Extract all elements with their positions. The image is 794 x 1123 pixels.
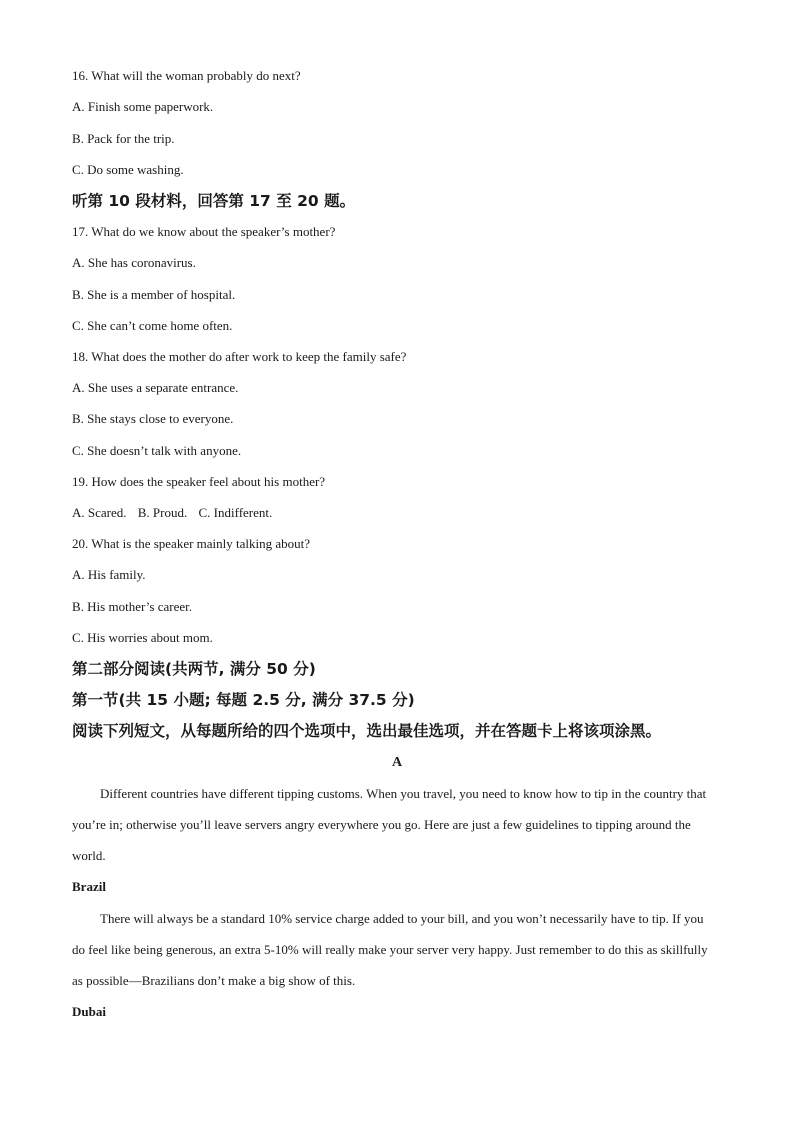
q18-option-b: B. She stays close to everyone. [72,411,234,426]
section-10-heading: 听第 10 段材料，回答第 17 至 20 题。 [72,192,356,210]
q17-option-c: C. She can’t come home often. [72,318,233,333]
section-1-heading: 第一节(共 15 小题; 每题 2.5 分, 满分 37.5 分) [72,691,415,709]
instructions: 阅读下列短文，从每题所给的四个选项中，选出最佳选项，并在答题卡上将该项涂黑。 [72,722,662,740]
question-16: 16. What will the woman probably do next? [72,68,301,83]
dubai-heading: Dubai [72,1004,106,1019]
passage-intro: Different countries have different tipping customs. When you travel, you need to know how to tip in the country that you’re in; otherwise you’ll leave servers angry everywhere you go. Here are just a few guidelines to tipping around the world. [72,786,707,863]
q19-options [72,505,280,521]
q19-option-c: C. Indifferent. [198,505,273,520]
passage-label: A [391,755,403,770]
brazil-paragraph: There will always be a standard 10% service charge added to your bill, and you won’t necessarily have to tip. If you do feel like being generous, an extra 5-10% will really make your server very happy. Just remember to do this as skillfully as possible—Brazilians don’t make a big show of this. [72,911,708,988]
question-20: 20. What is the speaker mainly talking about? [72,536,311,551]
q18-option-c: C. She doesn’t talk with anyone. [72,443,242,458]
q16-option-c: C. Do some washing. [72,162,184,177]
q20-option-b: B. His mother’s career. [72,599,192,614]
q17-option-b: B. She is a member of hospital. [72,287,236,302]
q19-option-b: B. Proud. [137,505,188,520]
question-17: 17. What do we know about the speaker’s mother? [72,224,336,239]
q16-option-a: A. Finish some paperwork. [72,99,214,114]
q18-option-a: A. She uses a separate entrance. [72,380,239,395]
q20-option-a: A. His family. [72,567,146,582]
q20-option-c: C. His worries about mom. [72,630,213,645]
question-18: 18. What does the mother do after work to keep the family safe? [72,349,407,364]
question-19: 19. How does the speaker feel about his mother? [72,474,326,489]
brazil-heading: Brazil [72,879,106,894]
q16-option-b: B. Pack for the trip. [72,131,175,146]
part-2-heading: 第二部分阅读(共两节, 满分 50 分) [72,660,316,678]
q19-option-a: A. Scared. [72,505,127,520]
q17-option-a: A. She has coronavirus. [72,255,196,270]
